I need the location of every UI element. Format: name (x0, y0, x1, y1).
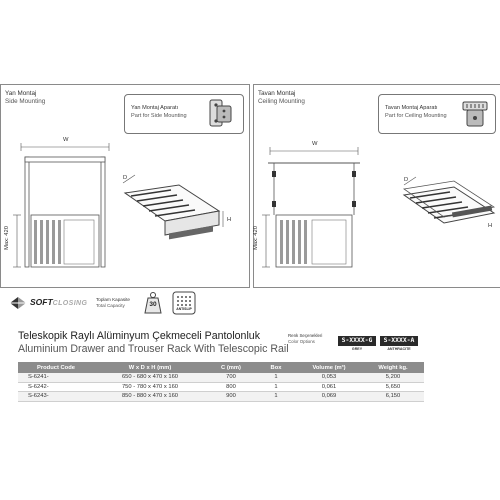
col-c: C (mm) (206, 362, 256, 373)
color-options-label-en: Color Options (288, 339, 315, 344)
ceiling-mounting-panel (253, 84, 500, 288)
cell-volume: 0,053 (296, 373, 362, 382)
color-options-label-tr: Renk Seçenekleri (288, 333, 323, 338)
ceiling-dim-w: W (312, 141, 318, 147)
capacity-label-tr: Toplam Kapasite (96, 297, 130, 302)
col-weight: Weight kg. (362, 362, 424, 373)
cell-dimensions: 850 - 880 x 470 x 160 (94, 392, 206, 402)
table-row (18, 382, 424, 392)
cell-box: 1 (256, 392, 296, 402)
color-option-anthracite-name: ANTHRACITE (387, 347, 411, 351)
cell-box: 1 (256, 382, 296, 392)
table-row (18, 392, 424, 402)
side-callout-en: Part for Side Mounting (131, 113, 187, 119)
color-option-anthracite[interactable]: S-XXXX-A (380, 336, 418, 346)
cell-weight: 5,200 (362, 373, 424, 382)
side-front-view-drawing (1, 85, 249, 287)
cell-product-code: S-6242- (18, 382, 94, 392)
cell-product-code: S-6243- (18, 392, 94, 402)
cell-volume: 0,061 (296, 382, 362, 392)
soft-close-icon (8, 295, 28, 311)
cell-c: 800 (206, 382, 256, 392)
table-header-row (18, 362, 424, 373)
antislip-label: ANTISLIP (176, 307, 192, 311)
side-callout-tr: Yan Montaj Aparatı (131, 105, 179, 111)
color-option-grey[interactable]: S-XXXX-G (338, 336, 376, 346)
antislip-icon (172, 291, 196, 315)
col-box: Box (256, 362, 296, 373)
cell-c: 900 (206, 392, 256, 402)
color-options-label (288, 333, 322, 345)
cell-volume: 0,069 (296, 392, 362, 402)
cell-product-code: S-6241- (18, 373, 94, 382)
cell-c: 700 (206, 373, 256, 382)
spec-table (18, 362, 424, 402)
ceiling-front-view-drawing (254, 85, 500, 287)
side-dim-max: Max: 420 (3, 226, 10, 250)
side-mounting-panel (0, 84, 250, 288)
cell-dimensions: 650 - 680 x 470 x 160 (94, 373, 206, 382)
ceiling-dim-d: D (404, 177, 409, 183)
ceiling-callout-en: Part for Ceiling Mounting (385, 113, 447, 119)
cell-box: 1 (256, 373, 296, 382)
product-title-en: Aluminium Drawer and Trouser Rack With Telescopic Rail (18, 343, 289, 355)
cell-weight: 6,150 (362, 392, 424, 402)
capacity-label-en: Total Capacity (96, 303, 125, 308)
ceiling-callout-tr: Tavan Montaj Aparatı (385, 105, 438, 111)
color-option-grey-name: GREY (351, 347, 363, 351)
col-volume: Volume (m³) (296, 362, 362, 373)
ceiling-title-tr: Tavan Montaj (258, 90, 296, 97)
col-dimensions: W x D x H (mm) (94, 362, 206, 373)
ceiling-dim-max: Max: 420 (252, 226, 259, 250)
col-product-code: Product Code (18, 362, 94, 373)
brand-closing: CLOSING (52, 300, 88, 307)
features-row (8, 289, 208, 317)
product-title-tr: Teleskopik Raylı Alüminyum Çekmeceli Pantolonluk (18, 330, 260, 342)
capacity-value: 30 (149, 301, 157, 308)
side-dim-w: W (63, 137, 69, 143)
ceiling-dim-h: H (488, 223, 493, 229)
ceiling-title-en: Ceiling Mounting (258, 98, 305, 105)
cell-dimensions: 750 - 780 x 470 x 160 (94, 382, 206, 392)
table-row (18, 373, 424, 382)
side-dim-h: H (227, 217, 232, 223)
side-title-en: Side Mounting (5, 98, 46, 105)
side-title-tr: Yan Montaj (5, 90, 37, 97)
cell-weight: 5,650 (362, 382, 424, 392)
side-dim-d: D (123, 175, 128, 181)
brand-soft: SOFT (30, 297, 53, 307)
